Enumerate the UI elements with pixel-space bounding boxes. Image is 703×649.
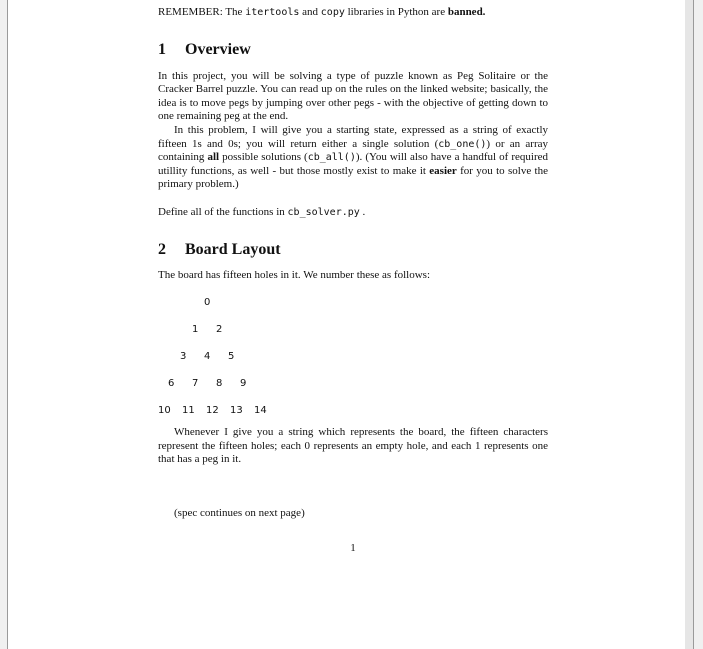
hole-number: 11: [182, 405, 195, 417]
section-number: 2: [158, 240, 166, 258]
page-gutter: [685, 0, 693, 649]
hole-number: 13: [230, 405, 243, 417]
copy-code: copy: [320, 7, 345, 18]
para2-text-c: possible solutions (: [219, 151, 308, 164]
hole-number: 9: [240, 378, 247, 390]
board-intro: The board has fifteen holes in it. We number these as follows:: [158, 268, 431, 281]
page-content: [158, 6, 548, 555]
cb-all-code: cb_all(): [307, 152, 356, 164]
define-line: [158, 206, 548, 220]
section-number: 1: [158, 40, 166, 58]
all-bold: all: [207, 151, 220, 164]
section-heading-board-layout: [158, 240, 548, 260]
continues-note: (spec continues on next page): [174, 506, 305, 519]
hole-number: 14: [254, 405, 267, 417]
para2-text-a: In this problem, I will give you a starting state, expressed as a string of exactly fifteen 1s and 0s; you will return either a single solution (: [158, 123, 548, 150]
document-page: [7, 0, 694, 649]
hole-number: 8: [216, 378, 223, 390]
hole-number: 2: [216, 324, 223, 336]
reminder-banned: banned.: [447, 6, 486, 18]
overview-paragraph-2: [158, 124, 548, 192]
reminder-and: and: [299, 6, 321, 18]
board-string-paragraph: Whenever I give you a string which represents the board, the fifteen characters represent the fifteen holes; each 0 represents an empty hole, and each 1 represents one that has a peg in it.: [158, 426, 548, 466]
define-suffix: .: [359, 205, 366, 218]
define-prefix: Define all of the functions in: [158, 205, 288, 218]
hole-number: 1: [192, 324, 199, 336]
board-diagram: [158, 288, 548, 418]
para2-text-e: for you to solve the primary problem.): [158, 164, 548, 191]
hole-number: 0: [204, 297, 211, 309]
hole-number: 3: [180, 351, 187, 363]
hole-number: 12: [206, 405, 219, 417]
cb-one-code: cb_one(): [438, 138, 487, 150]
section-title: Board Layout: [185, 240, 281, 258]
cb-solver-filename: cb_solver.py: [287, 206, 360, 218]
itertools-code: itertools: [245, 7, 300, 18]
page-number: 1: [350, 541, 356, 554]
easier-bold: easier: [429, 164, 457, 177]
para2-text-d: ). (You will also have a handful of required utillity functions, as well - but those mostly exist to make it: [158, 151, 549, 177]
hole-number: 4: [204, 351, 211, 363]
para2-text-b: ) or an array containing: [158, 137, 548, 164]
overview-paragraph-1: In this project, you will be solving a type of puzzle known as Peg Solitaire or the Cracker Barrel puzzle. You can read up on the rules on the linked website; basically, the idea is to move pegs by jumping over other pegs - with the objective of getting down to one remaining peg at the end.: [158, 69, 548, 123]
reminder-line: [158, 6, 548, 20]
hole-number: 6: [168, 378, 175, 390]
hole-number: 10: [158, 405, 171, 417]
reminder-prefix: REMEMBER: The: [158, 6, 246, 18]
hole-number: 7: [192, 378, 199, 390]
reminder-middle: libraries in Python are: [344, 6, 448, 18]
hole-number: 5: [228, 351, 235, 363]
section-title: Overview: [185, 40, 251, 58]
section-heading-overview: [158, 40, 548, 60]
